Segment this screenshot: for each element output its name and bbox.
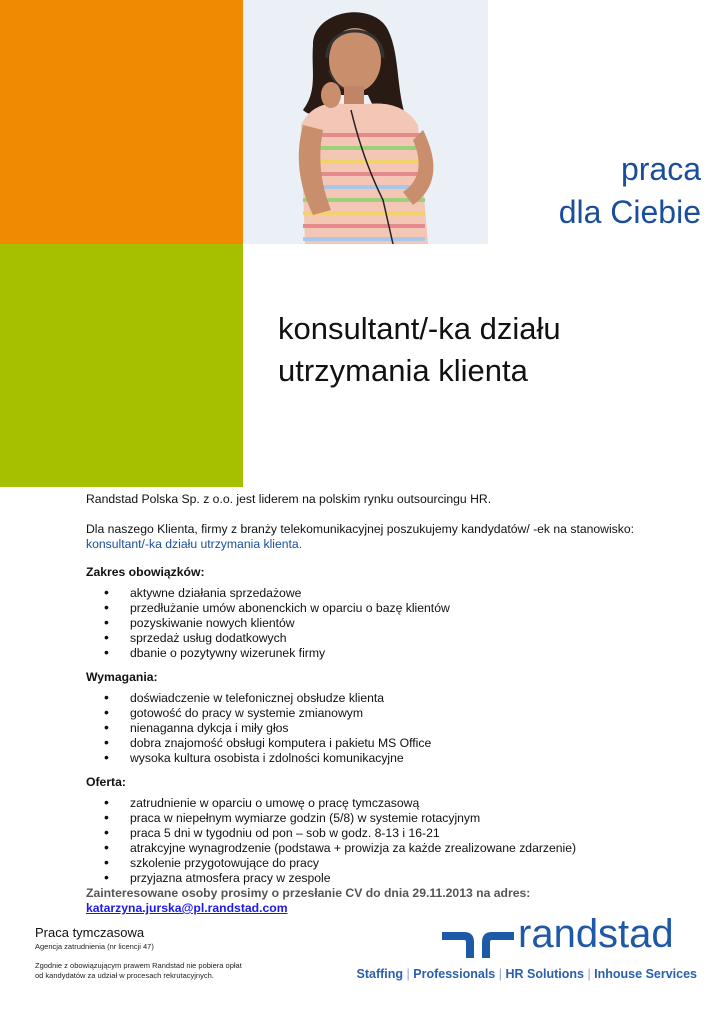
- service-inhouse: Inhouse Services: [594, 967, 697, 981]
- footer-title: Praca tymczasowa: [35, 925, 145, 940]
- legal-note-line-1: Zgodnie z obowiązującym prawem Randstad nie pobiera opłat: [35, 961, 242, 970]
- job-description: [86, 492, 696, 886]
- tagline-line-2: dla Ciebie: [558, 194, 701, 230]
- list-item: • dobra znajomość obsługi komputera i pakietu MS Office: [86, 736, 696, 751]
- call-center-agent-photo: [243, 0, 488, 244]
- green-color-block: [0, 244, 243, 487]
- list-item: • praca 5 dni w tygodniu od pon – sob w godz. 8-13 i 16-21: [86, 826, 696, 841]
- requirements-list: [86, 691, 696, 766]
- job-title: [278, 308, 561, 392]
- position-name: konsultant/-ka działu utrzymania klienta.: [86, 537, 303, 551]
- legal-note: [35, 961, 335, 980]
- orange-color-block: [0, 0, 243, 244]
- list-item: • gotowość do pracy w systemie zmianowym: [86, 706, 696, 721]
- client-intro-lead: Dla naszego Klienta, firmy z branży telekomunikacyjnej poszukujemy kandydatów/ -ek na stanowisko:: [86, 522, 635, 536]
- list-item: • przedłużanie umów abonenckich w oparciu o bazę klientów: [86, 601, 696, 616]
- service-separator: |: [587, 967, 591, 981]
- apply-text: Zainteresowane osoby prosimy o przesłanie CV do dnia 29.11.2013 na adres:: [86, 886, 531, 900]
- service-separator: |: [406, 967, 410, 981]
- section-title-offer: Oferta:: [86, 775, 126, 789]
- list-item: • pozyskiwanie nowych klientów: [86, 616, 696, 631]
- tagline-line-1: praca: [620, 151, 701, 187]
- job-title-line-2: utrzymania klienta: [278, 353, 528, 388]
- list-item: • szkolenie przygotowujące do pracy: [86, 856, 696, 871]
- list-item: • sprzedaż usług dodatkowych: [86, 631, 696, 646]
- randstad-logo-wordmark: randstad: [518, 912, 674, 956]
- tagline: [559, 148, 701, 234]
- apply-email-link[interactable]: katarzyna.jurska@pl.randstad.com: [86, 901, 288, 915]
- list-item: • doświadczenie w telefonicznej obsłudze klienta: [86, 691, 696, 706]
- license-info: Agencja zatrudnienia (nr licencji 47): [35, 942, 154, 951]
- service-separator: |: [498, 967, 502, 981]
- duties-list: [86, 586, 696, 661]
- list-item: • praca w niepełnym wymiarze godzin (5/8) w systemie rotacyjnym: [86, 811, 696, 826]
- company-intro: Randstad Polska Sp. z o.o. jest liderem na polskim rynku outsourcingu HR.: [86, 492, 492, 506]
- job-title-line-1: konsultant/-ka działu: [278, 311, 561, 346]
- service-hr-solutions: HR Solutions: [505, 967, 584, 981]
- footer-legal: [35, 925, 335, 980]
- section-title-requirements: Wymagania:: [86, 670, 158, 684]
- list-item: • dbanie o pozytywny wizerunek firmy: [86, 646, 696, 661]
- client-intro: [86, 522, 696, 552]
- section-title-duties: Zakres obowiązków:: [86, 565, 205, 579]
- legal-note-line-2: od kandydatów za udział w procesach rekrutacyjnych.: [35, 970, 214, 980]
- list-item: • przyjazna atmosfera pracy w zespole: [86, 871, 696, 886]
- service-staffing: Staffing: [356, 967, 404, 981]
- list-item: • atrakcyjne wynagrodzenie (podstawa + prowizja za każde zrealizowane zdarzenie): [86, 841, 696, 856]
- list-item: • zatrudnienie w oparciu o umowę o pracę tymczasową: [86, 796, 696, 811]
- offer-list: [86, 796, 696, 886]
- service-lines: [357, 967, 697, 981]
- list-item: • aktywne działania sprzedażowe: [86, 586, 696, 601]
- service-professionals: Professionals: [413, 967, 496, 981]
- list-item: • nienaganna dykcja i miły głos: [86, 721, 696, 736]
- list-item: • wysoka kultura osobista i zdolności komunikacyjne: [86, 751, 696, 766]
